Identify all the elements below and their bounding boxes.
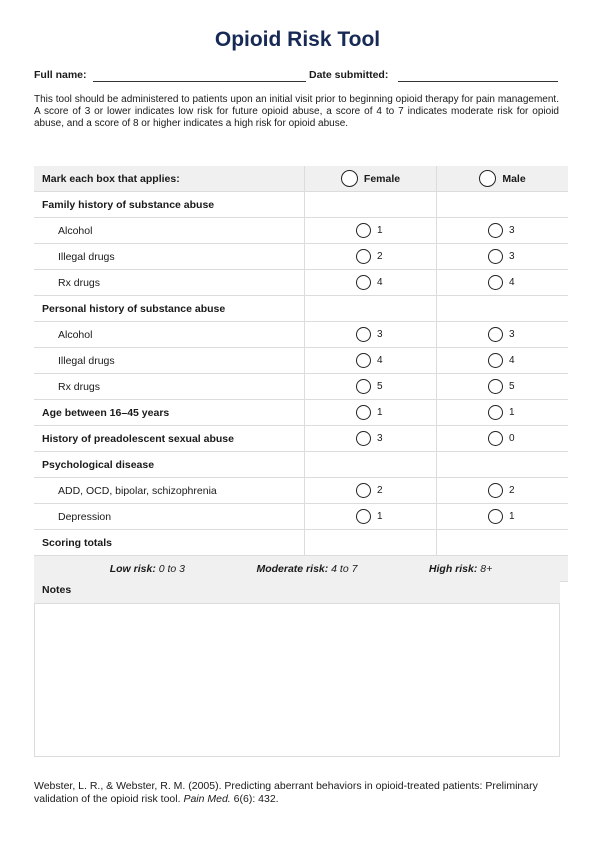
notes-heading: Notes (34, 578, 560, 603)
score-value: 4 (377, 355, 383, 366)
preadolescent-female-checkbox[interactable] (356, 431, 371, 446)
score-value: 3 (377, 433, 383, 444)
risk-table (34, 166, 568, 582)
family-alcohol-female-checkbox[interactable] (356, 223, 371, 238)
score-value: 4 (377, 277, 383, 288)
section-psychological: Psychological disease (34, 452, 305, 478)
reference-volume: 6(6): 432. (233, 793, 279, 805)
table-row (34, 504, 568, 530)
intro-paragraph: This tool should be administered to patients upon an initial visit prior to beginning opioid therapy for pain management. A score of 3 or lower indicates low risk for future opioid abuse, a score of 4 to 7 indicates moderate risk for opioid abuse, and a score of 8 or higher indicates a high risk for opioid abuse. (34, 94, 559, 129)
male-label: Male (502, 172, 526, 185)
table-row (34, 270, 568, 296)
table-row (34, 322, 568, 348)
row-label: History of preadolescent sexual abuse (34, 426, 305, 452)
section-row (34, 296, 568, 322)
moderate-risk-value: 4 to 7 (331, 562, 358, 575)
score-value: 1 (377, 407, 383, 418)
section-row (34, 192, 568, 218)
score-value: 2 (377, 251, 383, 262)
table-row (34, 218, 568, 244)
male-total-field[interactable] (437, 530, 569, 556)
date-submitted-label: Date submitted: (309, 69, 389, 81)
age-male-checkbox[interactable] (488, 405, 503, 420)
personal-illegal-female-checkbox[interactable] (356, 353, 371, 368)
male-radio[interactable] (479, 170, 496, 187)
female-label: Female (363, 172, 401, 185)
mark-instructions: Mark each box that applies: (34, 166, 305, 192)
score-value: 3 (377, 329, 383, 340)
score-value: 3 (509, 225, 515, 236)
score-value: 3 (509, 329, 515, 340)
family-rx-male-checkbox[interactable] (488, 275, 503, 290)
row-label: Illegal drugs (34, 348, 305, 374)
score-value: 4 (509, 277, 515, 288)
score-value: 1 (509, 511, 515, 522)
table-row (34, 400, 568, 426)
score-value: 3 (509, 251, 515, 262)
moderate-risk-label: Moderate risk: (256, 562, 329, 575)
family-rx-female-checkbox[interactable] (356, 275, 371, 290)
scoring-totals-row (34, 530, 568, 556)
score-value: 0 (509, 433, 515, 444)
add-female-checkbox[interactable] (356, 483, 371, 498)
table-header-row (34, 166, 568, 192)
high-risk-value: 8+ (480, 562, 493, 575)
personal-rx-male-checkbox[interactable] (488, 379, 503, 394)
reference-journal: Pain Med. (183, 793, 231, 805)
full-name-label: Full name: (34, 69, 87, 81)
personal-rx-female-checkbox[interactable] (356, 379, 371, 394)
family-alcohol-male-checkbox[interactable] (488, 223, 503, 238)
date-submitted-field[interactable] (398, 81, 558, 82)
section-row (34, 452, 568, 478)
low-risk-value: 0 to 3 (158, 562, 186, 575)
table-row (34, 374, 568, 400)
reference-text: Webster, L. R., & Webster, R. M. (2005). Predicting aberrant behaviors in opioid-treated patients: Preliminary validation of the opioid risk tool. (34, 780, 538, 805)
depression-female-checkbox[interactable] (356, 509, 371, 524)
preadolescent-male-checkbox[interactable] (488, 431, 503, 446)
score-value: 1 (377, 511, 383, 522)
row-label: Alcohol (34, 322, 305, 348)
page-title: Opioid Risk Tool (214, 28, 381, 51)
score-value: 5 (509, 381, 515, 392)
depression-male-checkbox[interactable] (488, 509, 503, 524)
row-label: Age between 16–45 years (34, 400, 305, 426)
score-value: 1 (509, 407, 515, 418)
row-label: ADD, OCD, bipolar, schizophrenia (34, 478, 305, 504)
row-label: Alcohol (34, 218, 305, 244)
table-row (34, 348, 568, 374)
row-label: Depression (34, 504, 305, 530)
score-value: 2 (509, 485, 515, 496)
table-row (34, 478, 568, 504)
scoring-totals-label: Scoring totals (34, 530, 305, 556)
personal-illegal-male-checkbox[interactable] (488, 353, 503, 368)
table-row (34, 244, 568, 270)
full-name-field[interactable] (93, 81, 306, 82)
personal-alcohol-male-checkbox[interactable] (488, 327, 503, 342)
female-total-field[interactable] (305, 530, 437, 556)
score-value: 1 (377, 225, 383, 236)
table-row (34, 426, 568, 452)
score-value: 2 (377, 485, 383, 496)
row-label: Rx drugs (34, 374, 305, 400)
row-label: Illegal drugs (34, 244, 305, 270)
add-male-checkbox[interactable] (488, 483, 503, 498)
age-female-checkbox[interactable] (356, 405, 371, 420)
female-radio[interactable] (341, 170, 358, 187)
family-illegal-female-checkbox[interactable] (356, 249, 371, 264)
patient-info-fields (34, 69, 560, 85)
section-personal-history: Personal history of substance abuse (34, 296, 305, 322)
family-illegal-male-checkbox[interactable] (488, 249, 503, 264)
reference-citation (34, 780, 564, 806)
notes-field[interactable] (34, 603, 560, 757)
high-risk-label: High risk: (428, 562, 478, 575)
low-risk-label: Low risk: (109, 562, 156, 575)
score-value: 5 (377, 381, 383, 392)
score-value: 4 (509, 355, 515, 366)
row-label: Rx drugs (34, 270, 305, 296)
section-family-history: Family history of substance abuse (34, 192, 305, 218)
personal-alcohol-female-checkbox[interactable] (356, 327, 371, 342)
